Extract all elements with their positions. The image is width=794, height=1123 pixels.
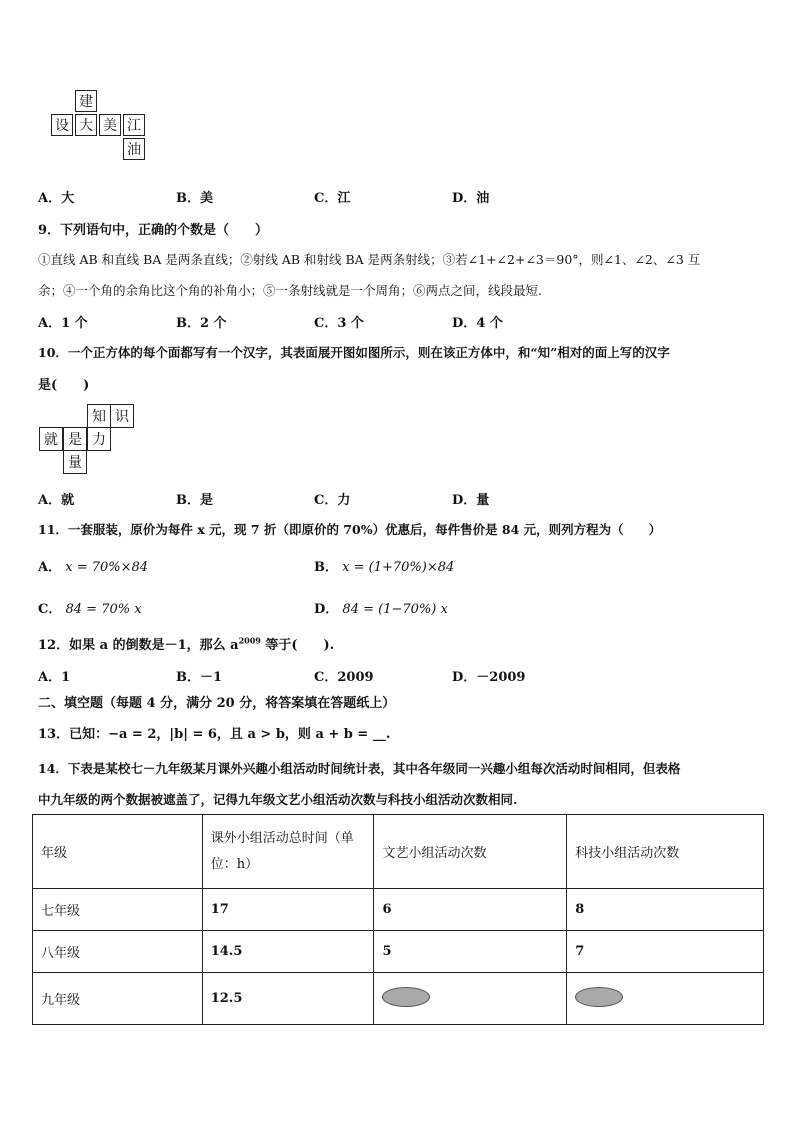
header-cell: 年级 — [33, 815, 203, 889]
q11-option-d — [314, 598, 448, 617]
net-cell: 量 — [63, 450, 87, 474]
header-text: 位：h） — [210, 856, 259, 872]
q14-stem-line2: 中九年级的两个数据被遮盖了，记得九年级文艺小组活动次数与科技小组活动次数相同. — [38, 792, 518, 807]
table-row — [33, 931, 764, 973]
q9-option-c: C．3 个 — [314, 316, 364, 331]
table-cell — [567, 973, 764, 1025]
header-cell — [202, 815, 374, 889]
option-label: D． — [314, 602, 339, 617]
q8-option-b: B．美 — [176, 191, 213, 206]
table-row — [33, 889, 764, 931]
q10-option-d: D．量 — [452, 493, 490, 508]
q12-option-a: A．1 — [38, 670, 71, 685]
table-cell: 7 — [567, 931, 764, 973]
q11-stem: 11．一套服装，原价为每件 x 元，现 7 折（即原价的 70%）优惠后，每件售价是 84 元，则列方程为（ ） — [38, 522, 662, 537]
table-cell: 14.5 — [202, 931, 374, 973]
q10-stem-line1: 10．一个正方体的每个面都写有一个汉字，其表面展开图如图所示，则在该正方体中，和“知”相对的面上写的汉字 — [38, 345, 670, 360]
q12-option-b: B．－1 — [176, 670, 223, 685]
header-cell: 科技小组活动次数 — [567, 815, 764, 889]
exponent: 2009 — [238, 635, 261, 646]
option-label: B． — [314, 560, 338, 575]
q14-stem-line1: 14．下表是某校七－九年级某月课外兴趣小组活动时间统计表，其中各年级同一兴趣小组每次活动时间相同，但表格 — [38, 761, 681, 776]
option-equation: 84 = (1−70%) x — [342, 602, 448, 617]
section-heading-fill-in: 二、填空题（每题 4 分，满分 20 分，将答案填在答题纸上） — [38, 696, 396, 711]
option-equation: x = (1+70%)×84 — [342, 560, 455, 575]
q13-stem: 13．已知：−a = 2，|b| = 6，且 a > b，则 a + b = __. — [38, 727, 391, 742]
q12-stem-text: 12．如果 a 的倒数是－1，那么 a — [38, 638, 239, 653]
net-cell: 力 — [87, 427, 111, 451]
q9-stem: 9．下列语句中，正确的个数是（ ） — [38, 223, 269, 238]
q9-option-b: B．2 个 — [176, 316, 227, 331]
q8-option-c: C．江 — [314, 191, 351, 206]
net-cell: 就 — [39, 427, 63, 451]
q10-option-b: B．是 — [176, 493, 213, 508]
q10-option-c: C．力 — [314, 493, 351, 508]
option-label: A． — [38, 560, 62, 575]
table-cell — [374, 973, 567, 1025]
option-label: C． — [38, 602, 62, 617]
q8-option-a: A．大 — [38, 191, 75, 206]
q9-statements-line2: 余；④一个角的余角比这个角的补角小；⑤一条射线就是一个周角；⑥两点之间，线段最短. — [38, 283, 542, 298]
net-cell: 是 — [63, 427, 87, 451]
q8-option-d: D．油 — [452, 191, 490, 206]
q12-option-c: C．2009 — [314, 670, 374, 685]
net-cell: 知 — [87, 404, 111, 428]
net-cell: 大 — [75, 114, 97, 136]
q9-statements-line1: ①直线 AB 和直线 BA 是两条直线；②射线 AB 和射线 BA 是两条射线；③若∠1+∠2+∠3＝90°，则∠1、∠2、∠3 互 — [38, 252, 701, 267]
table-header-row — [33, 815, 764, 889]
table-cell: 8 — [567, 889, 764, 931]
q11-option-a — [38, 556, 148, 575]
table-cell: 12.5 — [202, 973, 374, 1025]
q12-stem — [38, 634, 334, 653]
q12-stem-text: 等于( ). — [260, 638, 335, 653]
table-cell: 七年级 — [33, 889, 203, 931]
option-equation: x = 70%×84 — [65, 560, 149, 575]
q11-option-b — [314, 556, 454, 575]
table-cell: 5 — [374, 931, 567, 973]
table-cell: 八年级 — [33, 931, 203, 973]
net-cell: 美 — [99, 114, 121, 136]
covered-value-oval — [575, 987, 623, 1007]
option-equation: 84 = 70% x — [65, 602, 142, 617]
table-cell: 17 — [202, 889, 374, 931]
net-cell: 建 — [75, 90, 97, 112]
q11-option-c — [38, 598, 142, 617]
q10-option-a: A．就 — [38, 493, 75, 508]
net-cell: 江 — [123, 114, 145, 136]
q10-stem-line2: 是( ) — [38, 378, 90, 393]
q12-option-d: D．－2009 — [452, 670, 526, 685]
net-cell: 油 — [123, 138, 145, 160]
covered-value-oval — [382, 987, 430, 1007]
q9-option-d: D．4 个 — [452, 316, 503, 331]
table-cell: 九年级 — [33, 973, 203, 1025]
header-cell: 文艺小组活动次数 — [374, 815, 567, 889]
net-cell: 设 — [51, 114, 73, 136]
q9-option-a: A．1 个 — [38, 316, 88, 331]
header-text: 课外小组活动总时间（单 — [210, 830, 354, 846]
table-cell: 6 — [374, 889, 567, 931]
activity-time-table — [32, 814, 764, 1025]
net-cell: 识 — [110, 404, 134, 428]
table-row — [33, 973, 764, 1025]
